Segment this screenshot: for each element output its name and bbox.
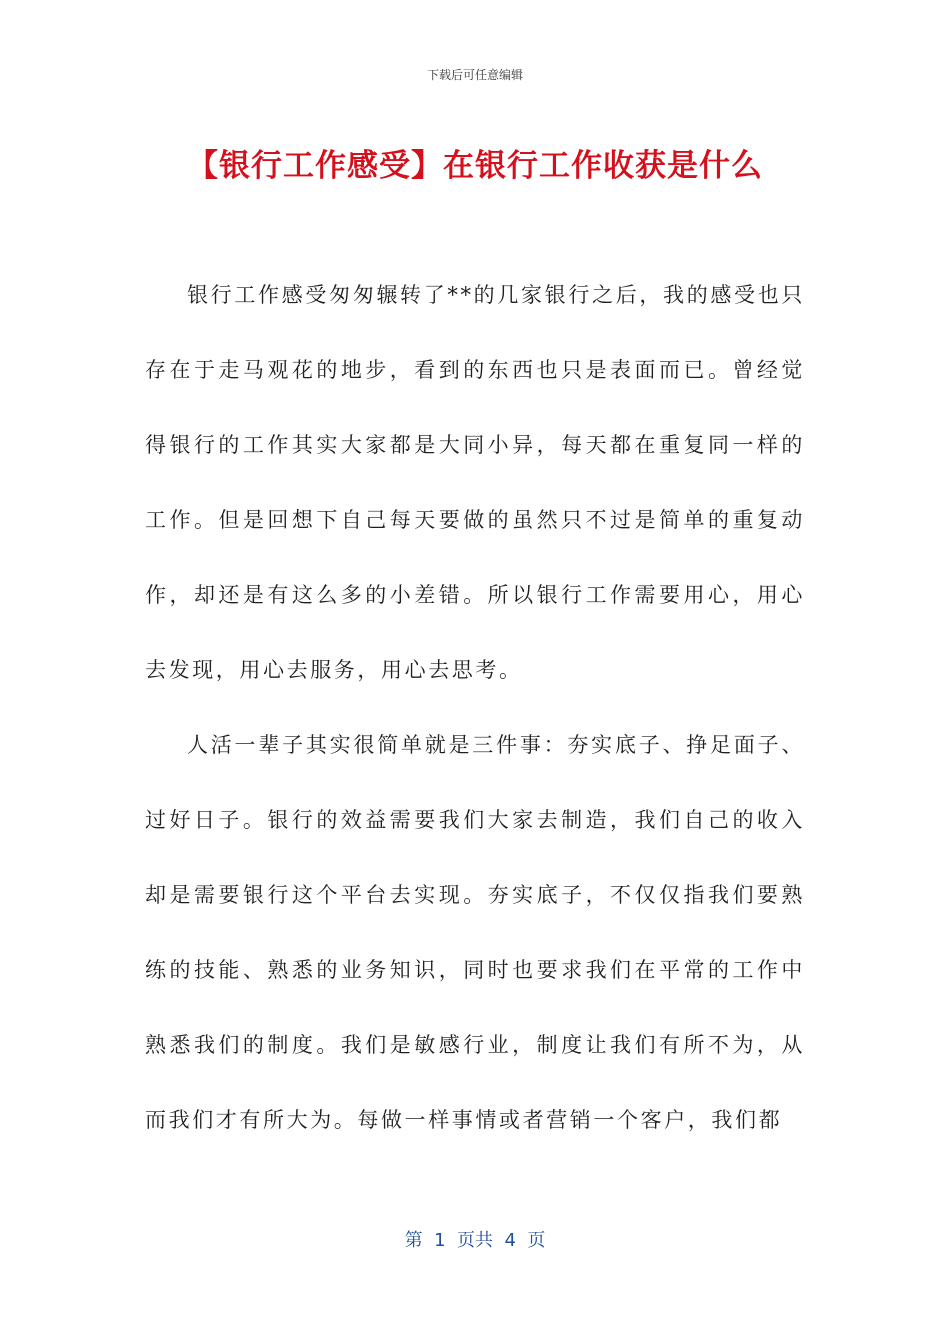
document-title: 【银行工作感受】在银行工作收获是什么 [187, 148, 763, 184]
paragraph: 人活一辈子其实很简单就是三件事：夯实底子、挣足面子、过好日子。银行的效益需要我们大家去制造，我们自己的收入却是需要银行这个平台去实现。夯实底子，不仅仅指我们要熟练的技能、熟悉的业务知识，同时也要求我们在平常的工作中熟悉我们的制度。我们是敏感行业，制度让我们有所不为，从而我们才有所大为。每做一样事情或者营销一个客户，我们都 [145, 733, 805, 1132]
header-note: 下载后可任意编辑 [426, 68, 523, 82]
page-number: 第 1 页共 4 页 [404, 1230, 546, 1251]
paragraph: 银行工作感受匆匆辗转了**的几家银行之后，我的感受也只存在于走马观花的地步，看到的东西也只是表面而已。曾经觉得银行的工作其实大家都是大同小异，每天都在重复同一样的工作。但是回想下自己每天要做的虽然只不过是简单的重复动作，却还是有这么多的小差错。所以银行工作需要用心，用心去发现，用心去服务，用心去思考。 [145, 283, 805, 682]
document-body [145, 258, 805, 1158]
